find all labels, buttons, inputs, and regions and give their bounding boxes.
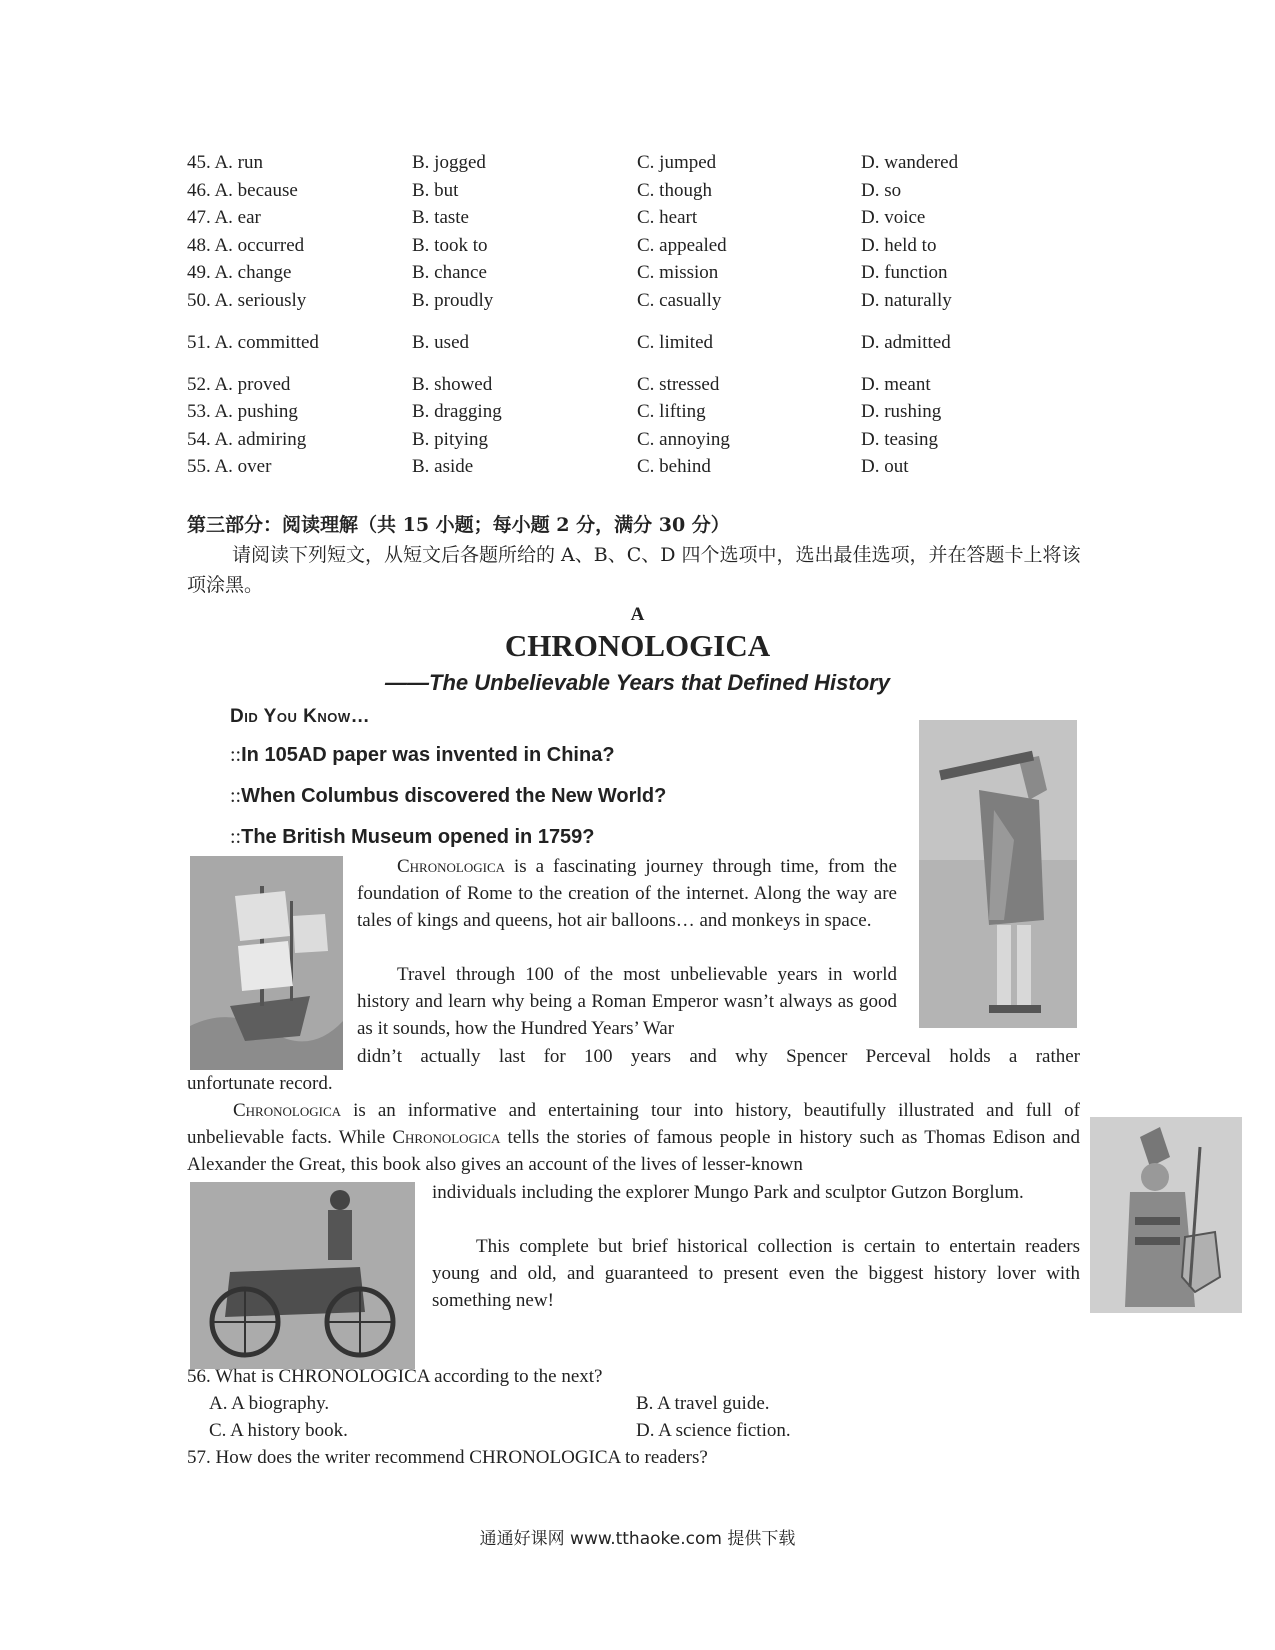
cloze-option-c: C. though [637,180,712,201]
question-56-option-b: B. A travel guide. [636,1393,770,1414]
cloze-option-d: D. wandered [861,152,959,173]
fact-item: ::When Columbus discovered the New World? [230,785,667,807]
cloze-option-row [187,454,1067,480]
cloze-option-row [187,372,1067,398]
cloze-option-b: B. took to [412,235,488,256]
cloze-option-d: D. admitted [861,332,951,353]
page-footer: 通通好课网 www.tthaoke.com 提供下载 [479,1529,796,1549]
cloze-option-c: C. mission [637,262,719,283]
cloze-option-a: 46. A. because [187,180,298,201]
astronomer-illustration [919,720,1077,1028]
fact-item: ::In 105AD paper was invented in China? [230,744,615,766]
passage-letter: A [630,604,645,625]
early-car-illustration [190,1182,415,1369]
passage-paragraph-3b: individuals including the explorer Mungo Park and sculptor Gutzon Borglum. [432,1182,1024,1203]
cloze-option-c: C. heart [637,207,698,228]
cloze-option-b: B. but [412,180,459,201]
section-title: 第三部分：阅读理解（共 15 小题；每小题 2 分，满分 30 分） [187,514,730,536]
cloze-option-d: D. meant [861,374,931,395]
cloze-option-a: 49. A. change [187,262,292,283]
cloze-option-row [187,260,1067,286]
passage-paragraph-2c: unfortunate record. [187,1073,333,1094]
cloze-option-row [187,330,1067,356]
cloze-option-d: D. rushing [861,401,942,422]
cloze-option-c: C. casually [637,290,722,311]
warrior-illustration [1090,1117,1242,1313]
cloze-option-row [187,399,1067,425]
cloze-option-b: B. jogged [412,152,486,173]
cloze-option-b: B. aside [412,456,474,477]
cloze-option-b: B. pitying [412,429,489,450]
cloze-option-d: D. held to [861,235,937,256]
cloze-option-a: 50. A. seriously [187,290,307,311]
fact-item: ::The British Museum opened in 1759? [230,826,595,848]
cloze-option-a: 52. A. proved [187,374,291,395]
cloze-option-b: B. chance [412,262,487,283]
cloze-option-a: 48. A. occurred [187,235,305,256]
cloze-option-a: 51. A. committed [187,332,319,353]
cloze-option-b: B. used [412,332,469,353]
cloze-option-row [187,150,1067,176]
cloze-option-d: D. function [861,262,948,283]
cloze-option-c: C. stressed [637,374,720,395]
cloze-option-b: B. dragging [412,401,502,422]
cloze-option-row [187,427,1067,453]
cloze-option-a: 45. A. run [187,152,263,173]
cloze-option-row [187,178,1067,204]
question-56-stem: 56. What is CHRONOLOGICA according to the next? [187,1366,603,1387]
cloze-option-row [187,205,1067,231]
ship-illustration [190,856,343,1070]
cloze-option-d: D. voice [861,207,926,228]
passage-title: CHRONOLOGICA [504,628,771,663]
cloze-option-d: D. teasing [861,429,939,450]
passage-paragraph-2a: Travel through 100 of the most unbelievable years in world history and learn why being a Roman Emperor wasn’t always as good as it sounds, how the Hundred Years’ War [357,964,897,1039]
cloze-option-a: 55. A. over [187,456,272,477]
passage-paragraph-4: This complete but brief historical collection is certain to entertain readers young and old, and guaranteed to present even the biggest history lover with something new! [432,1236,1080,1311]
cloze-option-d: D. so [861,180,902,201]
question-57-stem: 57. How does the writer recommend CHRONOLOGICA to readers? [187,1447,708,1468]
passage-paragraph-1: Chronologica is a fascinating journey through time, from the foundation of Rome to the creation of the internet. Along the way are tales of kings and queens, hot air balloons… and monkeys in space. [357,856,897,931]
cloze-option-row [187,233,1067,259]
cloze-option-c: C. limited [637,332,713,353]
cloze-option-c: C. appealed [637,235,727,256]
cloze-option-b: B. showed [412,374,493,395]
cloze-option-b: B. taste [412,207,469,228]
cloze-option-d: D. naturally [861,290,952,311]
cloze-option-a: 54. A. admiring [187,429,307,450]
section-instructions: 请阅读下列短文，从短文后各题所给的 A、B、C、D 四个选项中，选出最佳选项，并在答题卡上将该项涂黑。 [187,544,1081,596]
cloze-option-c: C. behind [637,456,711,477]
cloze-option-a: 47. A. ear [187,207,261,228]
question-56-option-d: D. A science fiction. [636,1420,791,1441]
passage-subtitle: ——The Unbelievable Years that Defined History [385,670,890,695]
cloze-option-a: 53. A. pushing [187,401,298,422]
cloze-option-c: C. jumped [637,152,717,173]
cloze-option-c: C. lifting [637,401,706,422]
question-56-option-c: C. A history book. [209,1420,348,1441]
did-you-know-heading: Did You Know… [230,706,371,727]
passage-paragraph-3a: Chronologica is an informative and entertaining tour into history, beautifully illustrated and full of unbelievable facts. While Chronologica tells the stories of famous people in history such as Thomas Edison and Alexander the Great, this book also gives an account of the lives of lesser-known [187,1100,1081,1175]
cloze-option-b: B. proudly [412,290,494,311]
question-56-option-a: A. A biography. [209,1393,330,1414]
passage-paragraph-2b: didn’t actually last for 100 years and why Spencer Perceval holds a rather [357,1046,1080,1067]
cloze-option-d: D. out [861,456,909,477]
cloze-option-row [187,288,1067,314]
cloze-option-c: C. annoying [637,429,730,450]
